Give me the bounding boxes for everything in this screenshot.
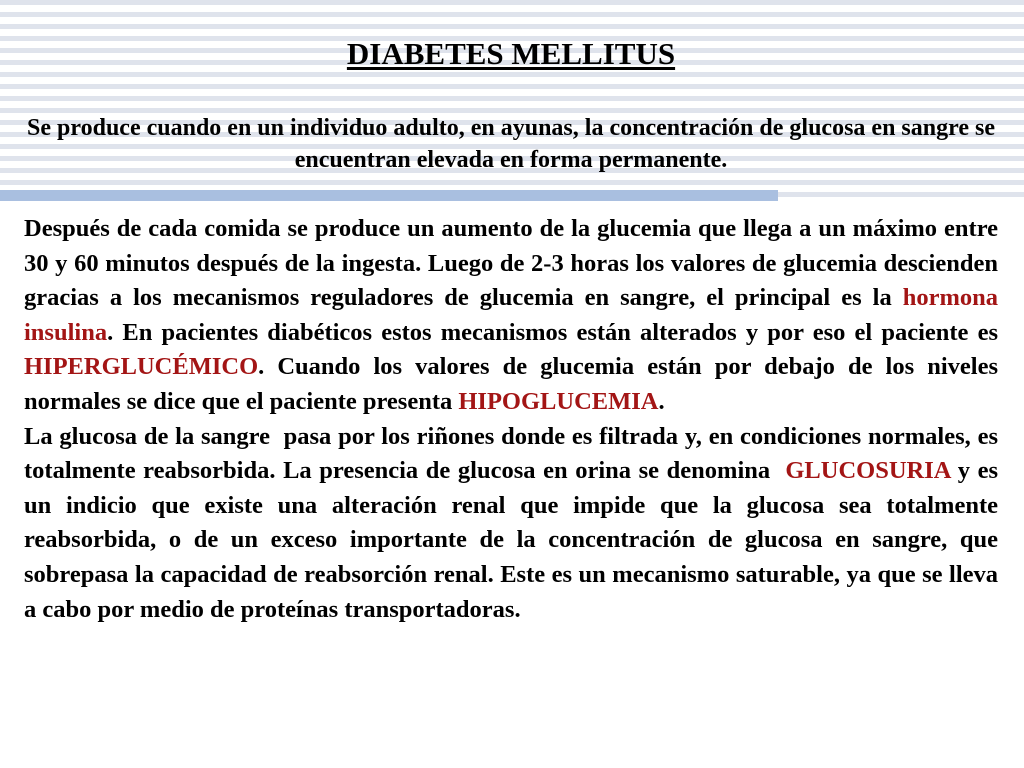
- highlight-hormona-insulina: hormona insulina: [24, 284, 998, 346]
- slide-subtitle: Se produce cuando en un individuo adulto, en ayunas, la concentración de glucosa en sangre se encuentran elevada en forma permanente.: [27, 115, 995, 173]
- highlight-hipoglucemia: HIPOGLUCEMIA: [458, 387, 659, 415]
- paragraph-1-text-2: . En pacientes diabéticos estos mecanismos están alterados y por eso el paciente es: [107, 318, 998, 346]
- paragraph-1-text-1: Después de cada comida se produce un aumento de la glucemia que llega a un máximo entre 30 y 60 minutos después de la ingesta. Luego de 2-3 horas los valores de glucemia descienden gracias a los mecanismos reguladores de glucemia en sangre, el principal es la: [24, 215, 998, 312]
- paragraph-1-text-3: . Cuando los valores de glucemia están por debajo de los niveles normales se dice que el paciente presenta: [24, 353, 998, 415]
- body-text: [24, 212, 1005, 627]
- paragraph-2-text-2: y es un indicio que existe una alteración renal que impide que la glucosa sea totalmente reabsorbida, o de un exceso importante de la concentración de glucosa en sangre, que sobrepasa la capacidad de reabsorción renal. Este es un mecanismo saturable, ya que se lleva a cabo por medio de proteínas transportadoras.: [24, 457, 998, 623]
- highlight-hiperglucemico: HIPERGLUCÉMICO: [24, 353, 259, 381]
- slide-title: DIABETES MELLITUS: [346, 36, 676, 71]
- slide-content: [24, 0, 1005, 768]
- paragraph-1-text-4: .: [658, 387, 665, 415]
- highlight-glucosuria: GLUCOSURIA: [785, 457, 951, 485]
- paragraph-glucosuria: [24, 420, 1005, 628]
- paragraph-glucemia: [24, 212, 998, 420]
- paragraph-2-text-1: La glucosa de la sangre pasa por los riñones donde es filtrada y, en condiciones normales, es totalmente reabsorbida. La presencia de glucosa en orina se denomina: [24, 422, 1005, 485]
